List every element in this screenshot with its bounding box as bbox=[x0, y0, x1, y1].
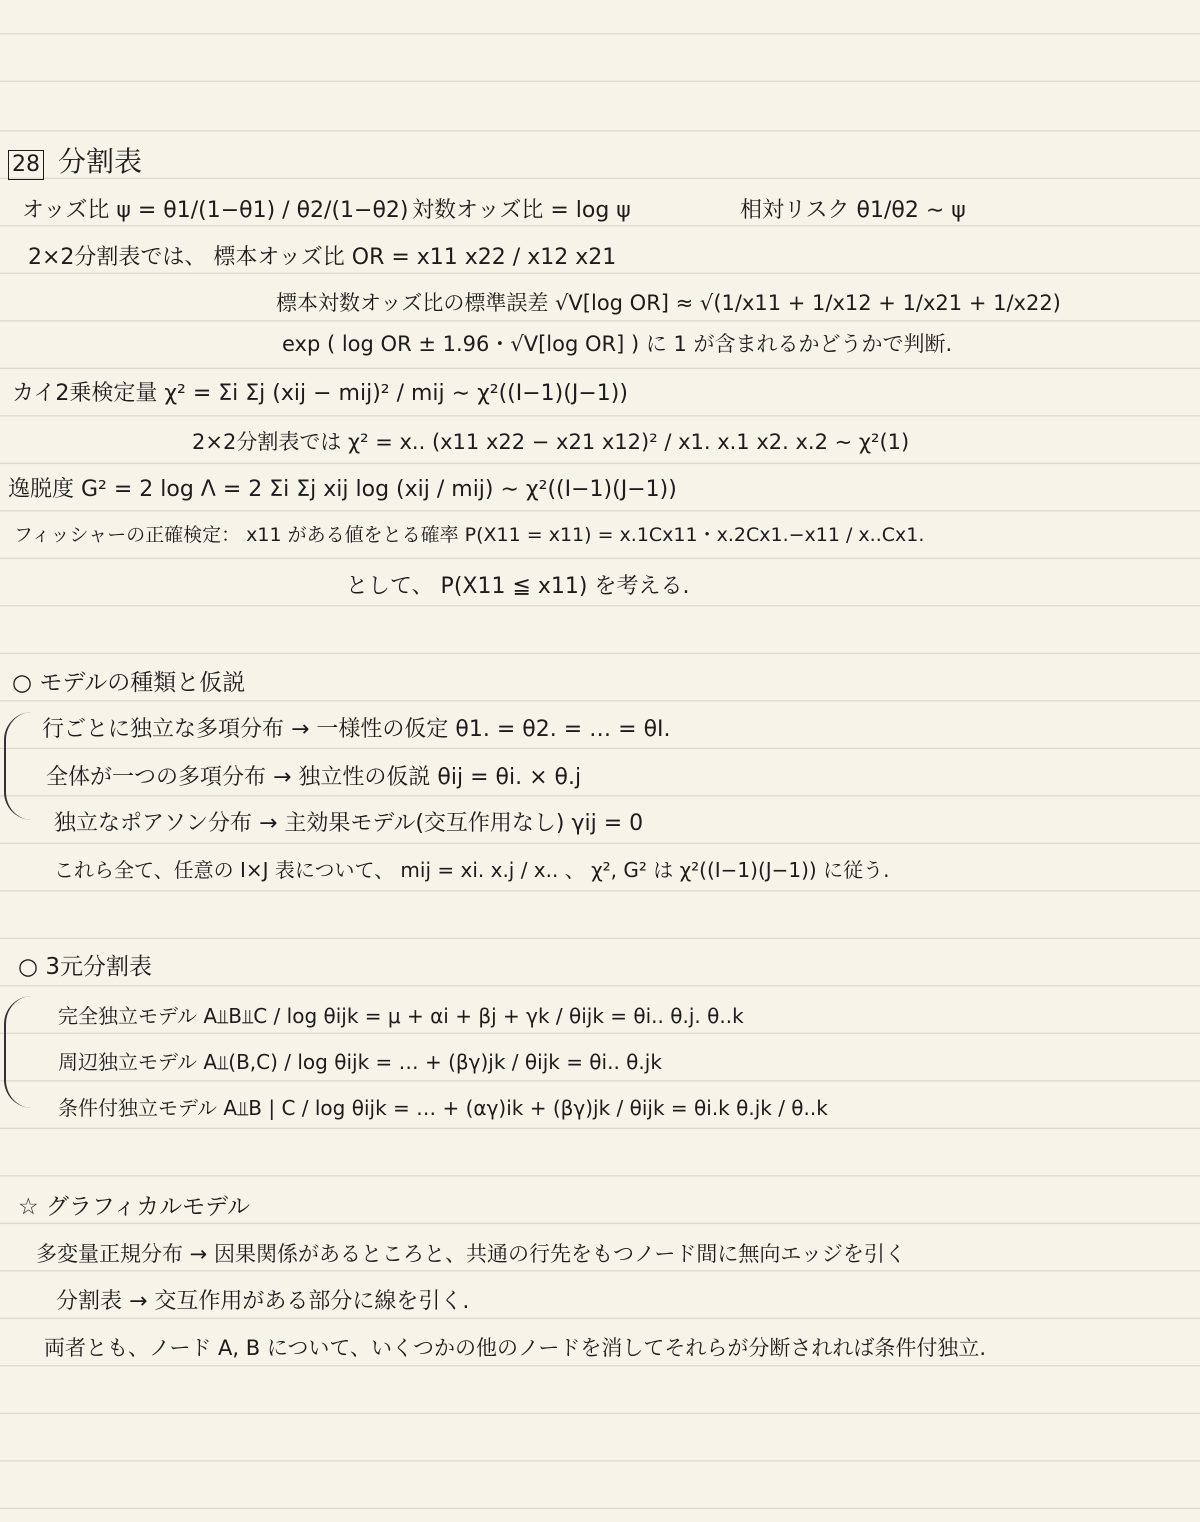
standard-error-line: 標本対数オッズ比の標準誤差 √V[log OR] ≈ √(1/x11 + 1/x12 + 1/x21 + 1/x22) bbox=[276, 291, 1061, 315]
model-item-1: 行ごとに独立な多項分布 → 一様性の仮定 θ1. = θ2. = … = θI. bbox=[42, 717, 671, 742]
three-way-brace bbox=[4, 996, 32, 1108]
model-item-3: 独立なポアソン分布 → 主効果モデル(交互作用なし) γij = 0 bbox=[54, 811, 644, 836]
confidence-interval-line: exp ( log OR ± 1.96・√V[log OR] ) に 1 が含まれるかどうかで判断. bbox=[282, 332, 953, 356]
model-item-2: 全体が一つの多項分布 → 独立性の仮説 θij = θi. × θ.j bbox=[46, 765, 582, 790]
deviance-line: 逸脱度 G² = 2 log Λ = 2 Σi Σj xij log (xij / mij) ∼ χ²((I−1)(J−1)) bbox=[8, 477, 677, 502]
sample-odds-ratio-line: 2×2分割表では、 標本オッズ比 OR = x11 x22 / x12 x21 bbox=[28, 245, 617, 270]
models-brace bbox=[4, 712, 32, 820]
graphical-item-2: 分割表 → 交互作用がある部分に線を引く. bbox=[56, 1289, 470, 1314]
graphical-item-1: 多変量正規分布 → 因果関係があるところと、共通の行先をもつノード間に無向エッジを引く bbox=[36, 1242, 906, 1266]
log-odds-line: 対数オッズ比 = log ψ bbox=[412, 198, 631, 223]
relative-risk-line: 相対リスク θ1/θ2 ∼ ψ bbox=[740, 198, 966, 223]
three-way-item-1: 完全独立モデル A⫫B⫫C / log θijk = μ + αi + βj + γk / θijk = θi.. θ.j. θ..k bbox=[58, 1004, 744, 1028]
fisher-test-continuation: として、 P(X11 ≦ x11) を考える. bbox=[346, 574, 690, 599]
three-way-heading: ○ 3元分割表 bbox=[18, 954, 153, 980]
graphical-item-3: 両者とも、ノード A, B について、いくつかの他のノードを消してそれらが分断されれば条件付独立. bbox=[44, 1336, 987, 1360]
section-number: 28 bbox=[8, 150, 44, 180]
graphical-model-heading: ☆ グラフィカルモデル bbox=[18, 1194, 250, 1220]
models-summary: これら全て、任意の I×J 表について、 mij = xi. x.j / x.. 、 χ², G² は χ²((I−1)(J−1)) に従う. bbox=[54, 858, 890, 882]
three-way-item-2: 周辺独立モデル A⫫(B,C) / log θijk = … + (βγ)jk / θijk = θi.. θ.jk bbox=[58, 1050, 662, 1074]
models-heading: ○ モデルの種類と仮説 bbox=[12, 670, 246, 696]
chi-square-2x2-line: 2×2分割表では χ² = x.. (x11 x22 − x21 x12)² / x1. x.1 x2. x.2 ∼ χ²(1) bbox=[192, 430, 910, 454]
odds-ratio-line: オッズ比 ψ = θ1/(1−θ1) / θ2/(1−θ2) bbox=[22, 198, 409, 223]
chi-square-line: カイ2乗検定量 χ² = Σi Σj (xij − mij)² / mij ∼ χ²((I−1)(J−1)) bbox=[12, 381, 628, 406]
three-way-item-3: 条件付独立モデル A⫫B | C / log θijk = … + (αγ)ik + (βγ)jk / θijk = θi.k θ.jk / θ..k bbox=[58, 1096, 828, 1120]
section-title bbox=[8, 140, 142, 180]
section-title-text: 分割表 bbox=[58, 145, 143, 178]
fisher-test-line: フィッシャーの正確検定： x11 がある値をとる確率 P(X11 = x11) = x.1Cx11・x.2Cx1.−x11 / x..Cx1. bbox=[14, 524, 925, 546]
